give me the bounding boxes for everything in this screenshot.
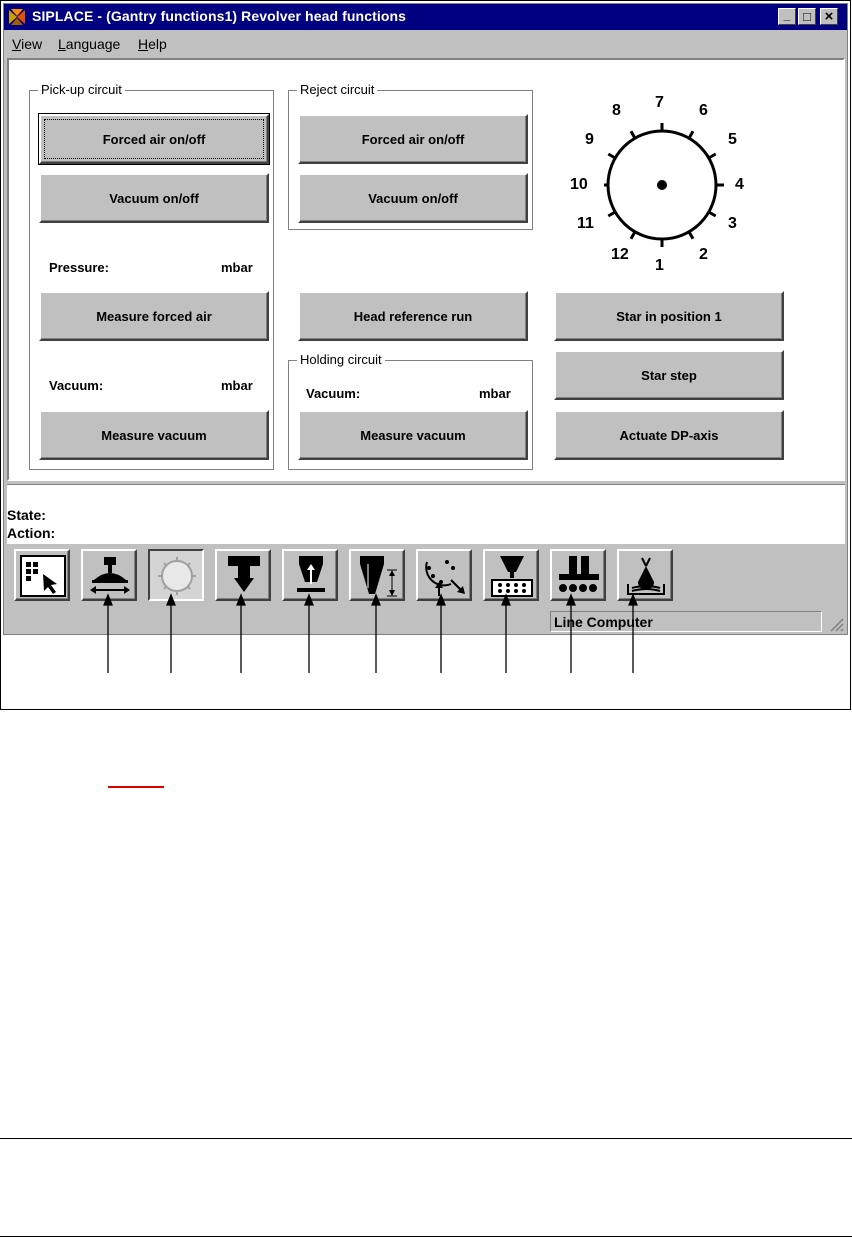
action-label: Action: xyxy=(7,525,56,541)
menu-language[interactable]: Language xyxy=(58,36,121,52)
dial-position-12: 12 xyxy=(611,246,629,263)
pickup-vacuum-unit: mbar xyxy=(221,378,253,393)
minimize-icon: _ xyxy=(783,7,791,22)
reject-forced-air-button[interactable]: Forced air on/off xyxy=(298,114,528,164)
dial-position-4: 4 xyxy=(735,176,744,193)
holding-circuit-label: Holding circuit xyxy=(297,352,385,367)
close-icon: × xyxy=(824,8,834,25)
dial-position-10: 10 xyxy=(570,176,588,193)
dial-position-2: 2 xyxy=(699,246,708,263)
head-reference-run-button[interactable]: Head reference run xyxy=(298,291,528,341)
dial-position-5: 5 xyxy=(728,131,737,148)
pressure-label: Pressure: xyxy=(49,260,109,275)
maximize-icon: □ xyxy=(803,9,811,24)
pickup-circuit-label: Pick-up circuit xyxy=(38,82,125,97)
info-area xyxy=(7,484,845,544)
pickup-forced-air-button[interactable]: Forced air on/off xyxy=(39,114,269,164)
pickup-vacuum-button[interactable]: Vacuum on/off xyxy=(39,173,269,223)
red-link-underline xyxy=(108,786,164,788)
title-bar[interactable] xyxy=(4,4,847,30)
dial-position-8: 8 xyxy=(612,102,621,119)
siplace-app-icon[interactable] xyxy=(8,9,26,25)
menu-bar xyxy=(4,31,847,55)
state-label: State: xyxy=(7,507,46,523)
holding-vacuum-label: Vacuum: xyxy=(306,386,361,401)
pickup-measure-vacuum-button[interactable]: Measure vacuum xyxy=(39,410,269,460)
star-step-button[interactable]: Star step xyxy=(554,350,784,400)
revolver-functions-panel xyxy=(7,58,845,481)
dial-position-3: 3 xyxy=(728,215,737,232)
dial-position-11: 11 xyxy=(577,215,594,232)
minimize-button[interactable] xyxy=(778,8,796,25)
holding-measure-vacuum-button[interactable]: Measure vacuum xyxy=(298,410,528,460)
close-button[interactable] xyxy=(820,8,838,25)
dial-position-9: 9 xyxy=(585,131,594,148)
dial-position-1: 1 xyxy=(655,257,664,274)
window-title: SIPLACE - (Gantry functions1) Revolver head functions xyxy=(32,8,407,24)
dial-position-6: 6 xyxy=(699,102,708,119)
app-window xyxy=(3,3,848,635)
menu-help[interactable]: Help xyxy=(138,36,167,52)
footer-rule-top xyxy=(0,1138,852,1139)
revolver-dial-icon xyxy=(604,115,724,255)
star-in-position-button[interactable]: Star in position 1 xyxy=(554,291,784,341)
line-computer-status: Line Computer xyxy=(550,611,822,632)
dial-position-7: 7 xyxy=(655,94,664,111)
pickup-vacuum-label: Vacuum: xyxy=(49,378,104,393)
reject-vacuum-button[interactable]: Vacuum on/off xyxy=(298,173,528,223)
callout-arrows xyxy=(1,591,852,681)
maximize-button[interactable] xyxy=(798,8,816,25)
actuate-dp-axis-button[interactable]: Actuate DP-axis xyxy=(554,410,784,460)
measure-forced-air-button[interactable]: Measure forced air xyxy=(39,291,269,341)
menu-view[interactable]: View xyxy=(12,36,43,52)
pressure-unit: mbar xyxy=(221,260,253,275)
holding-vacuum-unit: mbar xyxy=(479,386,511,401)
reject-circuit-label: Reject circuit xyxy=(297,82,377,97)
